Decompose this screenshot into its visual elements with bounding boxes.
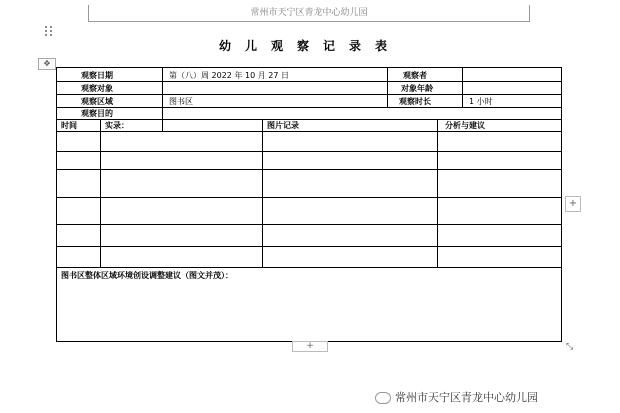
watermark bbox=[375, 389, 538, 405]
watermark-text: 常州市天宁区青龙中心幼儿园 bbox=[395, 391, 538, 404]
header-school-name: 常州市天宁区青龙中心幼儿园 bbox=[250, 8, 368, 18]
add-column-button[interactable]: + bbox=[565, 196, 581, 212]
document-title: 幼儿观察记录表 bbox=[218, 39, 401, 53]
label-observation-duration: 观察时长 bbox=[399, 97, 431, 106]
label-environment-suggestion: 图书区整体区域环境创设调整建议（图文并茂）： bbox=[61, 271, 233, 280]
column-header-analysis: 分析与建议 bbox=[445, 121, 485, 130]
value-observation-area[interactable]: 图书区 bbox=[169, 97, 193, 106]
table-resize-icon[interactable]: ⤡ bbox=[566, 342, 574, 352]
table-move-icon[interactable]: ✥ bbox=[38, 58, 56, 70]
page-header bbox=[88, 5, 530, 22]
column-header-photo: 图片记录 bbox=[267, 121, 299, 130]
label-observation-subject: 观察对象 bbox=[81, 84, 113, 93]
value-observation-date[interactable]: 第（八）周 2022 年 10 月 27 日 bbox=[169, 71, 289, 80]
label-observation-purpose: 观察目的 bbox=[81, 109, 113, 118]
label-subject-age: 对象年龄 bbox=[401, 84, 433, 93]
label-observation-area: 观察区域 bbox=[81, 97, 113, 106]
wechat-icon bbox=[375, 392, 391, 404]
column-header-time: 时间 bbox=[61, 121, 77, 130]
column-header-record: 实录： bbox=[105, 121, 129, 130]
observation-form-table bbox=[56, 67, 562, 342]
label-observation-date: 观察日期 bbox=[81, 71, 113, 80]
label-observer: 观察者 bbox=[403, 71, 427, 80]
add-row-button[interactable]: + bbox=[292, 341, 328, 352]
value-observation-duration[interactable]: 1 小时 bbox=[469, 97, 493, 106]
